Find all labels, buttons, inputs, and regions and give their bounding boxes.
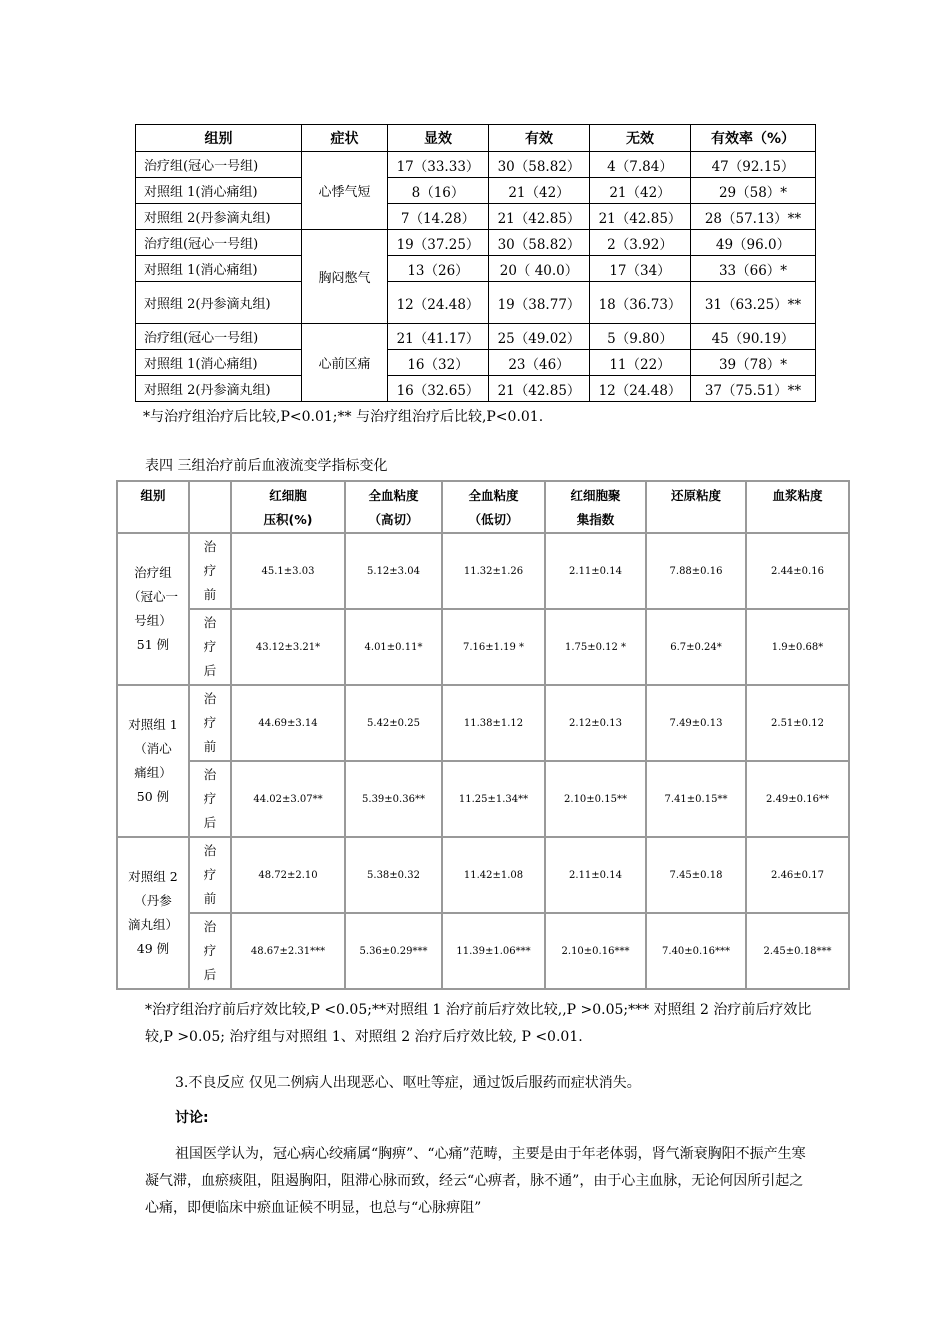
table-row xyxy=(136,324,816,350)
hemo-value-cell: 2.45±0.18*** xyxy=(746,913,849,989)
hemo-value-cell: 11.42±1.08 xyxy=(442,837,545,913)
hemo-phase-char: 治 xyxy=(203,615,217,630)
effective-cell: 21（42） xyxy=(489,178,590,204)
hemo-value-cell: 44.69±3.14 xyxy=(231,685,345,761)
table-row xyxy=(136,230,816,256)
hemo-group-line: 51 例 xyxy=(136,637,170,652)
hemo-group-line: （消心 xyxy=(134,741,172,756)
hemorheology-table xyxy=(116,480,850,990)
hemo-value-cell: 44.02±3.07** xyxy=(231,761,345,837)
hemo-header-line: （低切） xyxy=(468,512,519,527)
invalid-cell: 2（3.92） xyxy=(590,230,691,256)
hemo-group-line: （冠心一 xyxy=(127,589,178,604)
effective-cell: 21（42.85） xyxy=(489,376,590,402)
hemo-group-line: 对照组 2 xyxy=(128,869,178,884)
hemo-phase-char: 后 xyxy=(203,967,217,982)
hemo-value-cell: 48.67±2.31*** xyxy=(231,913,345,989)
hemo-header-cell xyxy=(442,481,545,533)
marked-cell: 17（33.33） xyxy=(388,152,489,178)
hemo-phase-char: 前 xyxy=(203,891,217,906)
hemo-value-cell: 5.36±0.29*** xyxy=(345,913,442,989)
hemo-header-cell xyxy=(189,481,231,533)
invalid-cell: 11（22） xyxy=(590,350,691,376)
table-row xyxy=(117,533,849,609)
hemo-value-cell: 2.44±0.16 xyxy=(746,533,849,609)
rate-cell: 28（57.13）** xyxy=(691,204,816,230)
effective-cell: 30（58.82） xyxy=(489,230,590,256)
table-row xyxy=(136,376,816,402)
table-row xyxy=(136,282,816,324)
hemo-group-line: 对照组 1 xyxy=(128,717,178,732)
invalid-cell: 12（24.48） xyxy=(590,376,691,402)
symptom-cell: 胸闷憋气 xyxy=(302,230,388,324)
table2-footnote: *治疗组治疗前后疗效比较,P <0.05;**对照组 1 治疗前后疗效比较,,P >0.05;*** 对照组 2 治疗前后疗效比较,P >0.05; 治疗组与对照组 1、对照组 2 治疗后疗效比较, P <0.01. xyxy=(145,1002,812,1045)
hemo-group-cell xyxy=(117,533,189,685)
hemo-header-line: 压积(%) xyxy=(263,512,313,527)
hemo-value-cell: 7.49±0.13 xyxy=(646,685,746,761)
hemo-group-line: 50 例 xyxy=(136,789,170,804)
table-row xyxy=(136,256,816,282)
effective-cell: 25（49.02） xyxy=(489,324,590,350)
group-cell: 对照组 2(丹参滴丸组) xyxy=(136,282,302,324)
hemo-phase-char: 治 xyxy=(203,539,217,554)
hemo-phase-char: 疗 xyxy=(203,867,217,882)
hemo-group-line: 滴丸组） xyxy=(127,917,178,932)
group-cell: 对照组 1(消心痛组) xyxy=(136,350,302,376)
hemo-header-line: 红细胞聚 xyxy=(570,488,621,503)
hemo-group-cell xyxy=(117,685,189,837)
rate-cell: 45（90.19） xyxy=(691,324,816,350)
hemo-value-cell: 2.46±0.17 xyxy=(746,837,849,913)
hemo-value-cell: 43.12±3.21* xyxy=(231,609,345,685)
effective-cell: 20（ 40.0） xyxy=(489,256,590,282)
hemo-group-line: 治疗组 xyxy=(134,565,172,580)
marked-cell: 16（32） xyxy=(388,350,489,376)
hemo-value-cell: 11.39±1.06*** xyxy=(442,913,545,989)
hemo-value-cell: 7.45±0.18 xyxy=(646,837,746,913)
rate-cell: 49（96.0） xyxy=(691,230,816,256)
hemo-header-line: 血浆粘度 xyxy=(772,488,823,503)
table-row xyxy=(117,913,849,989)
header-symptom: 症状 xyxy=(302,125,388,152)
effective-cell: 21（42.85） xyxy=(489,204,590,230)
effective-cell: 30（58.82） xyxy=(489,152,590,178)
hemo-value-cell: 48.72±2.10 xyxy=(231,837,345,913)
hemo-header-cell xyxy=(646,481,746,533)
effective-cell: 23（46） xyxy=(489,350,590,376)
hemo-phase-char: 治 xyxy=(203,843,217,858)
hemorheology-header-row xyxy=(117,481,849,533)
marked-cell: 19（37.25） xyxy=(388,230,489,256)
hemo-group-line: 49 例 xyxy=(136,941,170,956)
hemo-header-line: 组别 xyxy=(140,488,166,503)
table-row xyxy=(117,609,849,685)
hemo-phase-char: 疗 xyxy=(203,563,217,578)
table2-title: 表四 三组治疗前后血液流变学指标变化 xyxy=(145,458,388,474)
hemo-value-cell: 2.51±0.12 xyxy=(746,685,849,761)
header-rate: 有效率（%） xyxy=(691,125,816,152)
hemo-value-cell: 7.41±0.15** xyxy=(646,761,746,837)
header-marked: 显效 xyxy=(388,125,489,152)
hemo-value-cell: 6.7±0.24* xyxy=(646,609,746,685)
symptom-cell: 心悸气短 xyxy=(302,152,388,230)
table-row xyxy=(136,350,816,376)
hemo-value-cell: 2.12±0.13 xyxy=(545,685,646,761)
hemo-value-cell: 5.12±3.04 xyxy=(345,533,442,609)
hemo-header-line: 全血粘度 xyxy=(368,488,419,503)
hemo-value-cell: 1.75±0.12 * xyxy=(545,609,646,685)
hemo-value-cell: 11.25±1.34** xyxy=(442,761,545,837)
group-cell: 对照组 2(丹参滴丸组) xyxy=(136,204,302,230)
marked-cell: 12（24.48） xyxy=(388,282,489,324)
rate-cell: 33（66）* xyxy=(691,256,816,282)
discussion-heading: 讨论: xyxy=(175,1110,209,1126)
hemo-header-cell xyxy=(345,481,442,533)
group-cell: 对照组 1(消心痛组) xyxy=(136,178,302,204)
marked-cell: 8（16） xyxy=(388,178,489,204)
rate-cell: 47（92.15） xyxy=(691,152,816,178)
hemo-value-cell: 45.1±3.03 xyxy=(231,533,345,609)
header-effective: 有效 xyxy=(489,125,590,152)
hemo-value-cell: 11.38±1.12 xyxy=(442,685,545,761)
hemo-header-line: （高切） xyxy=(368,512,419,527)
marked-cell: 16（32.65） xyxy=(388,376,489,402)
hemo-value-cell: 2.11±0.14 xyxy=(545,533,646,609)
hemo-phase-char: 疗 xyxy=(203,791,217,806)
group-cell: 治疗组(冠心一号组) xyxy=(136,324,302,350)
hemo-phase-char: 治 xyxy=(203,691,217,706)
rate-cell: 37（75.51）** xyxy=(691,376,816,402)
rate-cell: 29（58）* xyxy=(691,178,816,204)
hemo-value-cell: 4.01±0.11* xyxy=(345,609,442,685)
hemo-phase-cell xyxy=(189,609,231,685)
hemo-phase-char: 前 xyxy=(203,739,217,754)
header-group: 组别 xyxy=(136,125,302,152)
table1-footnote: *与治疗组治疗后比较,P<0.01;** 与治疗组治疗后比较,P<0.01. xyxy=(143,409,544,425)
hemo-phase-char: 治 xyxy=(203,767,217,782)
efficacy-table xyxy=(135,124,816,402)
efficacy-header-row xyxy=(136,125,816,152)
hemo-header-line: 红细胞 xyxy=(269,488,307,503)
hemo-phase-char: 疗 xyxy=(203,715,217,730)
group-cell: 对照组 2(丹参滴丸组) xyxy=(136,376,302,402)
hemo-phase-char: 疗 xyxy=(203,943,217,958)
group-cell: 对照组 1(消心痛组) xyxy=(136,256,302,282)
effective-cell: 19（38.77） xyxy=(489,282,590,324)
hemo-value-cell: 7.16±1.19 * xyxy=(442,609,545,685)
table-row xyxy=(117,685,849,761)
hemo-value-cell: 5.42±0.25 xyxy=(345,685,442,761)
hemo-header-cell xyxy=(117,481,189,533)
hemo-value-cell: 2.49±0.16** xyxy=(746,761,849,837)
hemo-group-line: （丹参 xyxy=(134,893,172,908)
hemo-phase-char: 治 xyxy=(203,919,217,934)
hemo-phase-char: 后 xyxy=(203,815,217,830)
group-cell: 治疗组(冠心一号组) xyxy=(136,152,302,178)
hemo-value-cell: 2.11±0.14 xyxy=(545,837,646,913)
discussion-paragraph: 祖国医学认为，冠心病心绞痛属“胸痹”、“心痛”范畴，主要是由于年老体弱，肾气渐衰胸阳不振产生寒凝气滞，血瘀痰阻，阻遏胸阳，阻滞心脉而致，经云“心痹者，脉不通”，由于心主血脉，无论何因所引起之心痛，即便临床中瘀血证候不明显，也总与“心脉痹阻” xyxy=(145,1146,806,1216)
hemo-header-line: 还原粘度 xyxy=(670,488,721,503)
hemo-phase-cell xyxy=(189,761,231,837)
header-invalid: 无效 xyxy=(590,125,691,152)
hemo-value-cell: 5.39±0.36** xyxy=(345,761,442,837)
hemo-phase-cell xyxy=(189,913,231,989)
hemo-value-cell: 2.10±0.15** xyxy=(545,761,646,837)
hemo-phase-char: 前 xyxy=(203,587,217,602)
hemo-phase-cell xyxy=(189,533,231,609)
symptom-cell: 心前区痛 xyxy=(302,324,388,402)
hemo-value-cell: 1.9±0.68* xyxy=(746,609,849,685)
table-row xyxy=(117,761,849,837)
hemo-value-cell: 2.10±0.16*** xyxy=(545,913,646,989)
hemo-header-cell xyxy=(545,481,646,533)
rate-cell: 31（63.25）** xyxy=(691,282,816,324)
hemo-value-cell: 7.88±0.16 xyxy=(646,533,746,609)
invalid-cell: 21（42） xyxy=(590,178,691,204)
hemo-group-line: 号组） xyxy=(134,613,172,628)
hemo-header-line: 全血粘度 xyxy=(468,488,519,503)
group-cell: 治疗组(冠心一号组) xyxy=(136,230,302,256)
invalid-cell: 17（34） xyxy=(590,256,691,282)
hemo-phase-char: 后 xyxy=(203,663,217,678)
hemo-phase-cell xyxy=(189,837,231,913)
table-row xyxy=(136,204,816,230)
hemo-header-cell xyxy=(746,481,849,533)
marked-cell: 21（41.17） xyxy=(388,324,489,350)
rate-cell: 39（78）* xyxy=(691,350,816,376)
table-row xyxy=(136,152,816,178)
hemo-group-cell xyxy=(117,837,189,989)
hemo-group-line: 痛组） xyxy=(134,765,172,780)
marked-cell: 7（14.28） xyxy=(388,204,489,230)
table-row xyxy=(117,837,849,913)
hemo-value-cell: 5.38±0.32 xyxy=(345,837,442,913)
invalid-cell: 4（7.84） xyxy=(590,152,691,178)
invalid-cell: 21（42.85） xyxy=(590,204,691,230)
hemo-value-cell: 7.40±0.16*** xyxy=(646,913,746,989)
adverse-reaction-paragraph: 3.不良反应 仅见二例病人出现恶心、呕吐等症，通过饭后服药而症状消失。 xyxy=(175,1075,641,1091)
hemo-value-cell: 11.32±1.26 xyxy=(442,533,545,609)
table-row xyxy=(136,178,816,204)
invalid-cell: 5（9.80） xyxy=(590,324,691,350)
hemo-phase-cell xyxy=(189,685,231,761)
marked-cell: 13（26） xyxy=(388,256,489,282)
hemo-header-cell xyxy=(231,481,345,533)
hemo-phase-char: 疗 xyxy=(203,639,217,654)
hemo-header-line: 集指数 xyxy=(576,512,615,527)
invalid-cell: 18（36.73） xyxy=(590,282,691,324)
